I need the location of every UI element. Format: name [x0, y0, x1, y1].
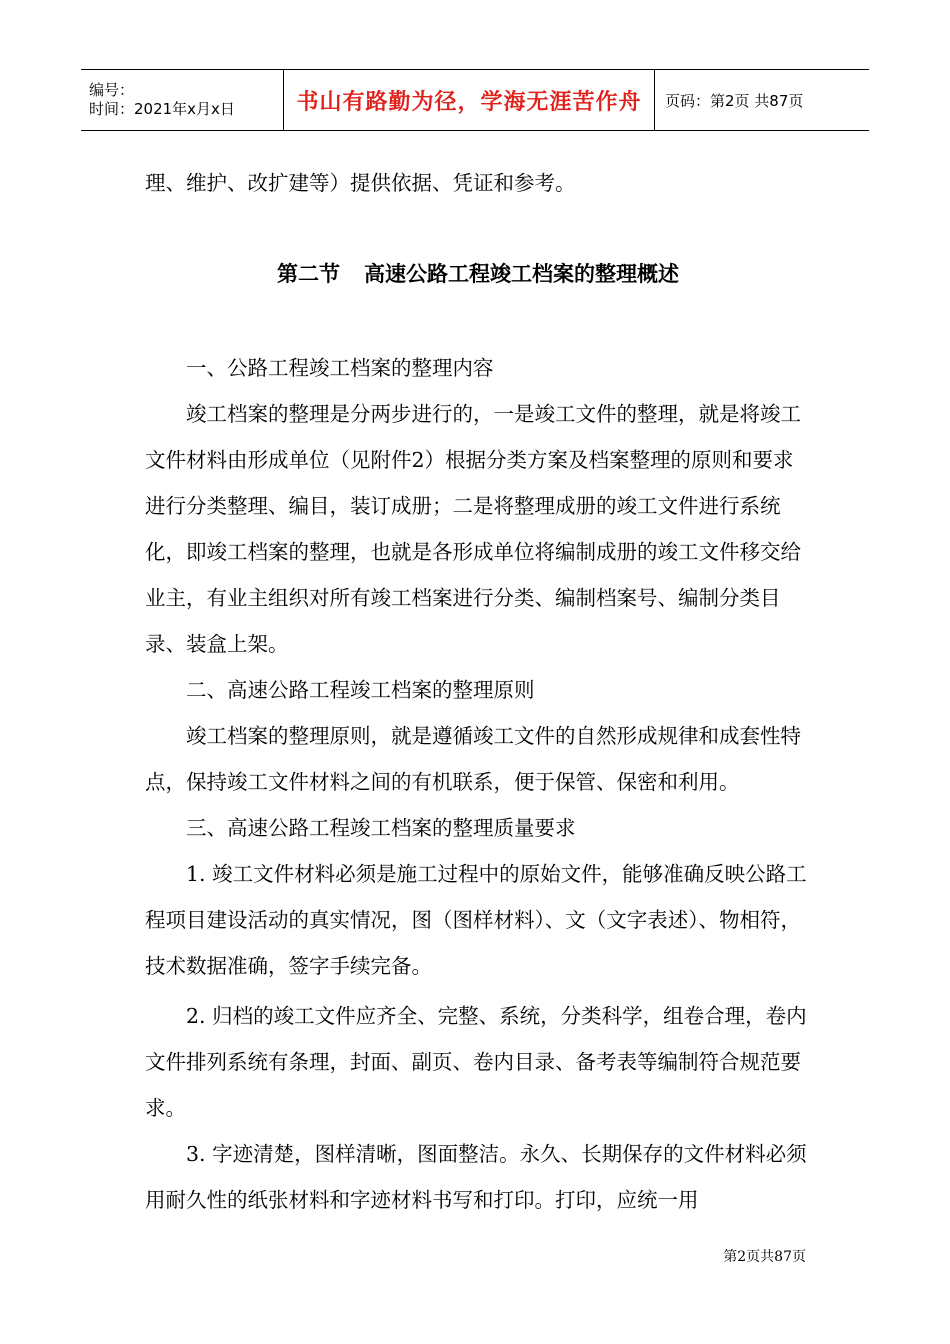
heading-2: 二、高速公路工程竣工档案的整理原则 [186, 678, 535, 702]
heading-1: 一、公路工程竣工档案的整理内容 [186, 356, 494, 380]
page-header [81, 69, 869, 131]
list-item-1: 1. 竣工文件材料必须是施工过程中的原始文件，能够准确反映公路工程项目建设活动的真实情况，图（图样材料）、文（文字表述）、物相符，技术数据准确，签字手续完备。 [145, 862, 807, 978]
continuation-paragraph: 理、维护、改扩建等）提供依据、凭证和参考。 [145, 171, 576, 195]
header-meta [81, 70, 283, 130]
list-item-3: 3. 字迹清楚，图样清晰，图面整洁。永久、长期保存的文件材料必须用耐久性的纸张材料和字迹材料书写和打印。打印，应统一用 [145, 1142, 807, 1212]
number-label: 编号： [89, 81, 135, 99]
list-item-2: 2. 归档的竣工文件应齐全、完整、系统，分类科学，组卷合理，卷内文件排列系统有条理，封面、副页、卷内目录、备考表等编制符合规范要求。 [145, 1004, 807, 1120]
heading-3: 三、高速公路工程竣工档案的整理质量要求 [186, 816, 576, 840]
page-footer: 第2页共87页 [723, 1249, 806, 1265]
paragraph-1: 竣工档案的整理是分两步进行的，一是竣工文件的整理，就是将竣工文件材料由形成单位（见附件2）根据分类方案及档案整理的原则和要求进行分类整理、编目，装订成册；二是将整理成册的竣工文件进行系统化，即竣工档案的整理，也就是各形成单位将编制成册的竣工文件移交给业主，有业主组织对所有竣工档案进行分类、编制档案号、编制分类目录、装盒上架。 [145, 402, 801, 656]
section-title [145, 254, 811, 294]
time-label: 时间：2021年x月x日 [89, 100, 235, 118]
section-number: 第二节 [277, 262, 340, 286]
header-motto [283, 70, 655, 130]
header-page-info: 页码：第2页 共87页 [665, 91, 804, 110]
paragraph-2: 竣工档案的整理原则，就是遵循竣工文件的自然形成规律和成套性特点，保持竣工文件材料之间的有机联系，便于保管、保密和利用。 [145, 724, 801, 794]
section-title-text: 高速公路工程竣工档案的整理概述 [364, 262, 679, 286]
motto-text: 书山有路勤为径，学海无涯苦作舟 [296, 89, 642, 115]
